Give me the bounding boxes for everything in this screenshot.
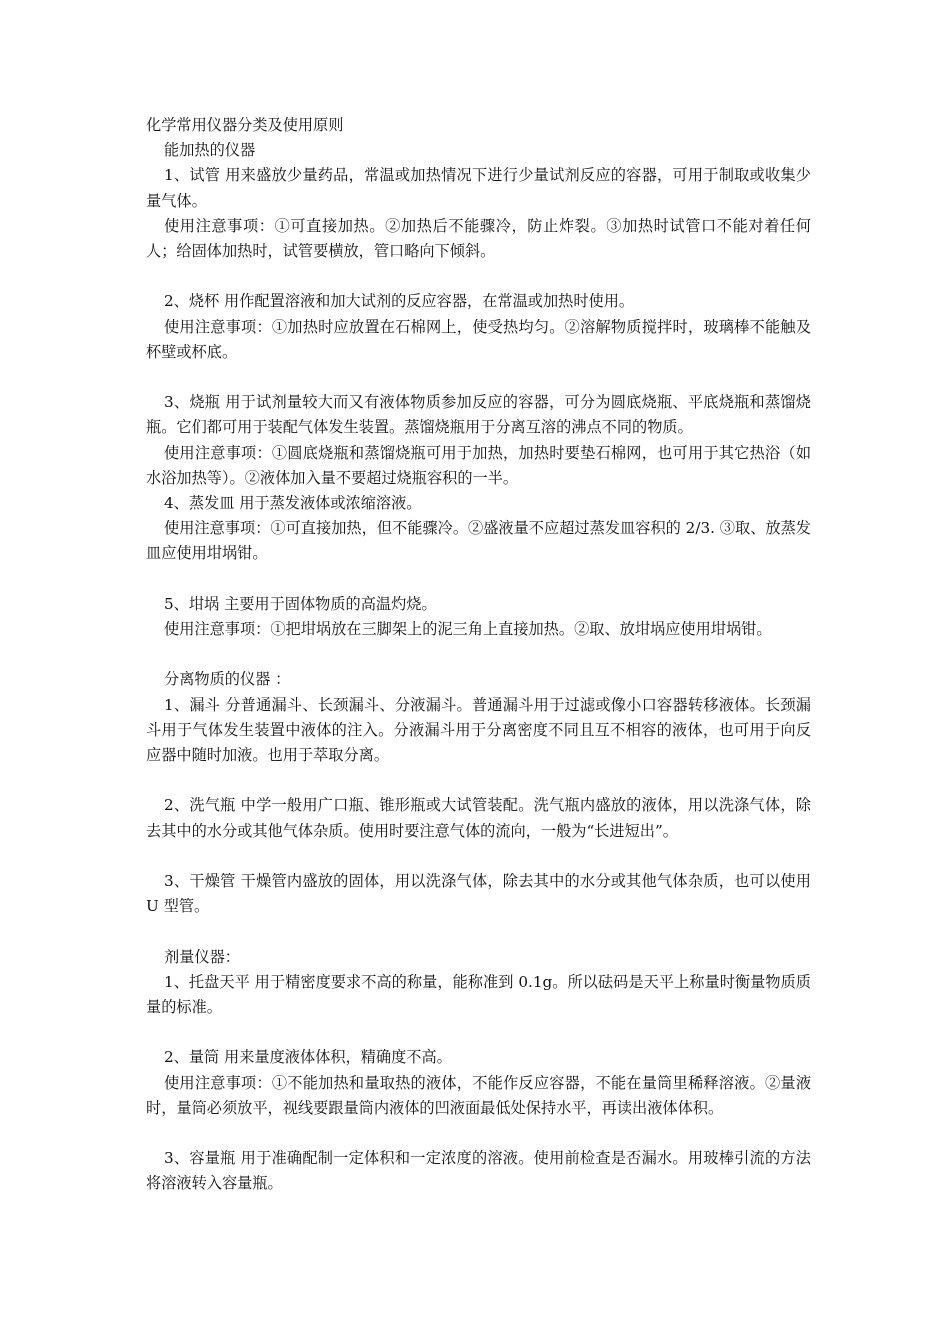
blank-line (146, 365, 811, 390)
paragraph-crucible: 5、坩埚 主要用于固体物质的高温灼烧。 (164, 594, 437, 613)
paragraph-cylinder: 2、量筒 用来量度液体体积，精确度不高。 (164, 1048, 452, 1067)
paragraph-balance: 1、托盘天平 用于精密度要求不高的称量，能称准到 0.1g。所以砝码是天平上称量时衡量物质质量的标准。 (146, 972, 811, 1016)
paragraph-cylinder-note: 使用注意事项：①不能加热和量取热的液体，不能作反应容器，不能在量筒里稀释溶液。②量液时，量筒必须放平，视线要跟量筒内液体的凹液面最低处保持水平，再读出液体体积。 (146, 1073, 811, 1117)
paragraph-test-tube: 1、试管 用来盛放少量药品，常温或加热情况下进行少量试剂反应的容器，可用于制取或收集少量气体。 (146, 166, 811, 210)
blank-line (146, 844, 811, 869)
blank-line (146, 264, 811, 289)
paragraph-crucible-note: 使用注意事项：①把坩埚放在三脚架上的泥三角上直接加热。②取、放坩埚应使用坩埚钳。 (164, 620, 772, 639)
document-body (146, 113, 811, 1197)
paragraph-flask: 3、烧瓶 用于试剂量较大而又有液体物质参加反应的容器，可分为圆底烧瓶、平底烧瓶和蒸馏烧瓶。它们都可用于装配气体发生装置。蒸馏烧瓶用于分离互溶的沸点不同的物质。 (146, 393, 811, 437)
paragraph-beaker: 2、烧杯 用作配置溶液和加大试剂的反应容器，在常温或加热时使用。 (164, 292, 635, 311)
paragraph-test-tube-note: 使用注意事项：①可直接加热。②加热后不能骤冷，防止炸裂。③加热时试管口不能对着任何人；给固体加热时，试管要横放，管口略向下倾斜。 (146, 216, 811, 261)
blank-line (146, 567, 811, 592)
paragraph-evaporating-dish: 4、蒸发皿 用于蒸发液体或浓缩溶液。 (164, 494, 422, 513)
paragraph-drying-tube: 3、干燥管 干燥管内盛放的固体，用以洗涤气体，除去其中的水分或其他气体杂质，也可以使用 U 型管。 (146, 872, 811, 916)
document-title: 化学常用仪器分类及使用原则 (146, 116, 344, 134)
blank-line (146, 919, 811, 944)
section-heading-measuring: 剂量仪器： (164, 947, 240, 966)
blank-line (146, 768, 811, 793)
paragraph-funnel: 1、漏斗 分普通漏斗、长颈漏斗、分液漏斗。普通漏斗用于过滤或像小口容器转移液体。长颈漏斗用于气体发生装置中液体的注入。分液漏斗用于分离密度不同且互不相容的液体，也可用于向反应器中随时加液。也用于萃取分离。 (146, 695, 811, 765)
section-heading-separation: 分离物质的仪器 ： (164, 670, 291, 689)
paragraph-beaker-note: 使用注意事项：①加热时应放置在石棉网上，使受热均匀。②溶解物质搅拌时，玻璃棒不能触及杯壁或杯底。 (146, 317, 811, 361)
paragraph-evaporating-dish-note: 使用注意事项：①可直接加热，但不能骤冷。②盛液量不应超过蒸发皿容积的 2/3. ③取、放蒸发皿应使用坩埚钳。 (146, 519, 811, 563)
blank-line (146, 642, 811, 667)
paragraph-volumetric-flask: 3、容量瓶 用于准确配制一定体积和一定浓度的溶液。使用前检查是否漏水。用玻棒引流的方法将溶液转入容量瓶。 (146, 1149, 811, 1193)
blank-line (146, 1020, 811, 1045)
paragraph-wash-bottle: 2、洗气瓶 中学一般用广口瓶、锥形瓶或大试管装配。洗气瓶内盛放的液体，用以洗涤气体，除去其中的水分或其他气体杂质。使用时要注意气体的流向，一般为“长进短出”。 (146, 796, 811, 840)
blank-line (146, 1121, 811, 1146)
section-heading-heating: 能加热的仪器 (164, 141, 256, 160)
paragraph-flask-note: 使用注意事项：①圆底烧瓶和蒸馏烧瓶可用于加热，加热时要垫石棉网，也可用于其它热浴（如水浴加热等）。②液体加入量不要超过烧瓶容积的一半。 (146, 443, 811, 487)
